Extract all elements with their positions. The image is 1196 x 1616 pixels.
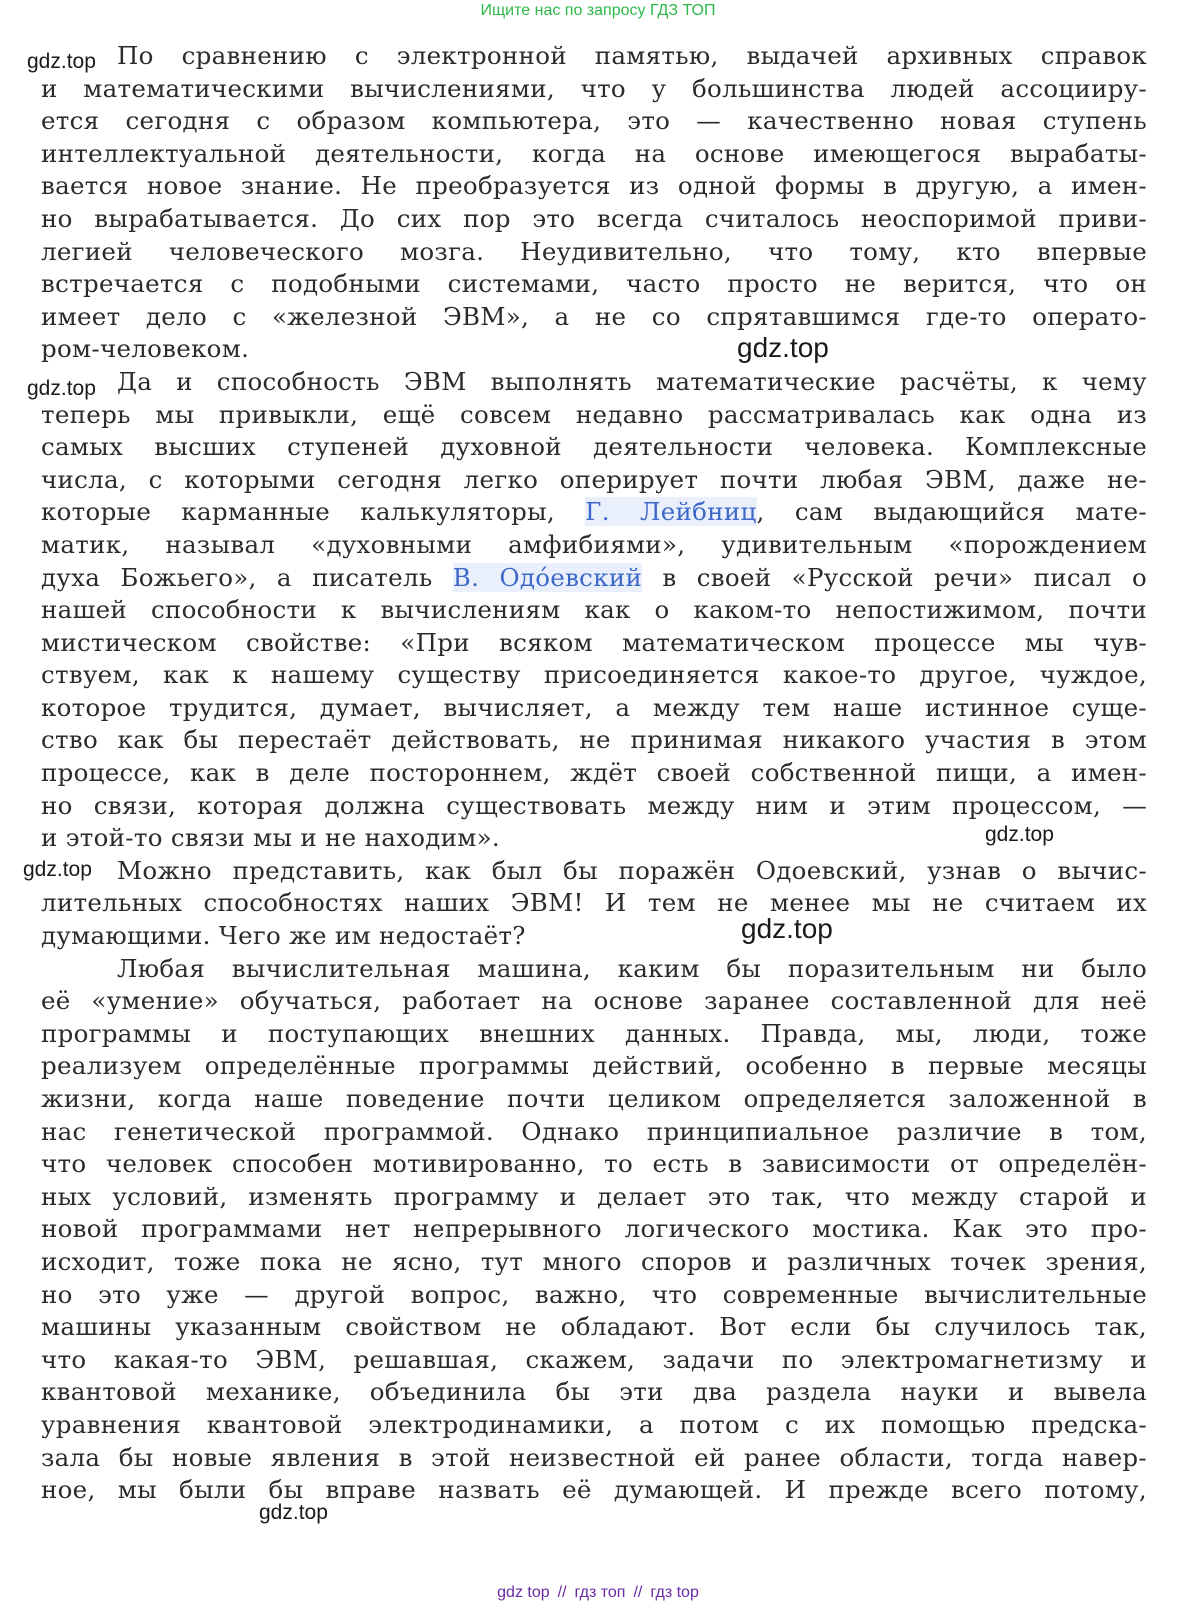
text-segment: которые карманные калькуляторы, (41, 497, 555, 527)
text-line: процессе, как в деле постороннем, ждёт своей собственной пищи, а имен- (41, 758, 1147, 788)
text-line: ство как бы перестаёт действовать, не принимая никакого участия в этом (41, 725, 1147, 755)
text-line: вается новое знание. Не преобразуется из одной формы в другую, а имен- (41, 171, 1147, 201)
footer-link[interactable]: гдз top (650, 1584, 699, 1601)
text-line: ных условий, изменять программу и делает это так, что между старой и (41, 1181, 1147, 1211)
document-body (41, 40, 1147, 1507)
text-line: но это уже — другой вопрос, важно, что современные вычислительные (41, 1279, 1147, 1309)
text-line: теперь мы привыкли, ещё совсем недавно рассматривалась как одна из (41, 399, 1147, 429)
text-line: По сравнению с электронной памятью, выдачей архивных справок (117, 41, 1147, 70)
text-line: ром-человеком. (41, 334, 250, 364)
text-line-with-link (41, 496, 1147, 529)
watermark: gdz.top (737, 332, 829, 363)
text-line: уравнения квантовой электродинамики, а потом с их помощью предска- (41, 1409, 1147, 1439)
text-segment: в своей «Русской речи» писал о (662, 562, 1147, 592)
watermark: gdz.top (741, 913, 833, 944)
text-line: интеллектуальной деятельности, когда на основе имеющегося вырабаты- (41, 138, 1147, 168)
text-line: но вырабатывается. До сих пор это всегда считалось неоспоримой приви- (41, 203, 1147, 233)
watermark: gdz.top (259, 1501, 328, 1524)
watermark: gdz.top (27, 50, 96, 73)
text-line: программы и поступающих внешних данных. Правда, мы, люди, тоже (41, 1018, 1147, 1048)
text-line: нас генетической программой. Однако принципиальное различие в том, (41, 1116, 1147, 1146)
text-line: встречается с подобными системами, часто просто не верится, что он (41, 269, 1147, 299)
paragraph-1 (41, 40, 1147, 366)
text-line: легией человеческого мозга. Неудивительно, что тому, кто впервые (41, 236, 1147, 266)
text-line: исходит, тоже пока не ясно, тут много споров и различных точек зрения, (41, 1246, 1147, 1276)
paragraph-3 (41, 855, 1147, 953)
text-line: Можно представить, как был бы поражён Одоевский, узнав о вычис- (117, 855, 1147, 885)
footer-link[interactable]: гдз топ (574, 1584, 626, 1601)
text-line: её «умение» обучаться, работает на основе заранее составленной для неё (41, 986, 1147, 1016)
text-line: жизни, когда наше поведение почти целиком определяется заложенной в (41, 1084, 1147, 1113)
text-line: ствуем, как к нашему существу присоединяется какое-то другое, чуждое, (41, 660, 1147, 690)
paragraph-4 (41, 953, 1147, 1507)
text-line: мистическом свойстве: «При всяком математическом процессе мы чув- (41, 627, 1147, 657)
text-line: нашей способности к вычислениям как о каком-то непостижимом, почти (41, 595, 1147, 625)
watermark: gdz.top (23, 858, 92, 881)
text-line: ется сегодня с образом компьютера, это — качественно новая ступень (41, 106, 1147, 136)
text-line: новой программами нет непрерывного логического мостика. Как это про- (41, 1214, 1147, 1244)
text-line: квантовой механике, объединила бы эти два раздела науки и вывела (41, 1377, 1147, 1407)
text-line: которое трудится, думает, вычисляет, а между тем наше истинное суще- (41, 692, 1147, 722)
text-line: лительных способностях наших ЭВМ! И тем не менее мы не считаем их (41, 888, 1147, 918)
text-line-with-link (41, 562, 1147, 595)
text-line: что какая-то ЭВМ, решавшая, скажем, задачи по электромагнетизму и (41, 1344, 1147, 1374)
text-segment: , сам выдающийся мате- (756, 497, 1147, 527)
text-line: самых высших ступеней духовной деятельности человека. Комплексные (41, 432, 1147, 462)
leibniz-link[interactable]: Г. Лейбниц (585, 497, 757, 527)
text-line: что человек способен мотивированно, то есть в зависимости от определён- (41, 1149, 1147, 1179)
text-line: машины указанным свойством не обладают. Вот если бы случилось так, (41, 1312, 1147, 1342)
text-line: Любая вычислительная машина, каким бы поразительным ни было (117, 953, 1147, 983)
text-line: и математическими вычислениями, что у большинства людей ассоцииру- (41, 73, 1147, 103)
footer-separator: // (557, 1584, 567, 1601)
text-line: думающими. Чего же им недостаёт? (41, 921, 526, 951)
text-line: но связи, которая должна существовать между ним и этим процессом, — (41, 790, 1147, 820)
odoevsky-link[interactable]: В. Одо́евский (452, 562, 643, 592)
footer-separator: // (633, 1584, 643, 1601)
top-banner: Ищите нас по запросу ГДЗ ТОП (480, 2, 716, 19)
text-line: матик, называл «духовными амфибиями», удивительным «порождением (41, 529, 1147, 559)
watermark: gdz.top (27, 377, 96, 400)
footer-link[interactable]: gdz top (497, 1584, 550, 1601)
text-segment: духа Божьего», а писатель (41, 562, 433, 592)
watermark: gdz.top (985, 823, 1054, 846)
text-line: ное, мы были бы вправе назвать её думающей. И прежде всего потому, (41, 1475, 1147, 1505)
footer (0, 1584, 1196, 1602)
text-line: Да и способность ЭВМ выполнять математические расчёты, к чему (117, 366, 1147, 396)
text-line: зала бы новые явления в этой неизвестной ей ранее области, тогда навер- (41, 1442, 1147, 1472)
text-line: имеет дело с «железной ЭВМ», а не со спрятавшимся где-то операто- (41, 301, 1147, 331)
text-line: реализуем определённые программы действий, особенно в первые месяцы (41, 1051, 1147, 1081)
paragraph-2 (41, 366, 1147, 855)
text-line: и этой-то связи мы и не находим». (41, 823, 501, 853)
text-line: числа, с которыми сегодня легко оперирует почти любая ЭВМ, даже не- (41, 464, 1147, 494)
